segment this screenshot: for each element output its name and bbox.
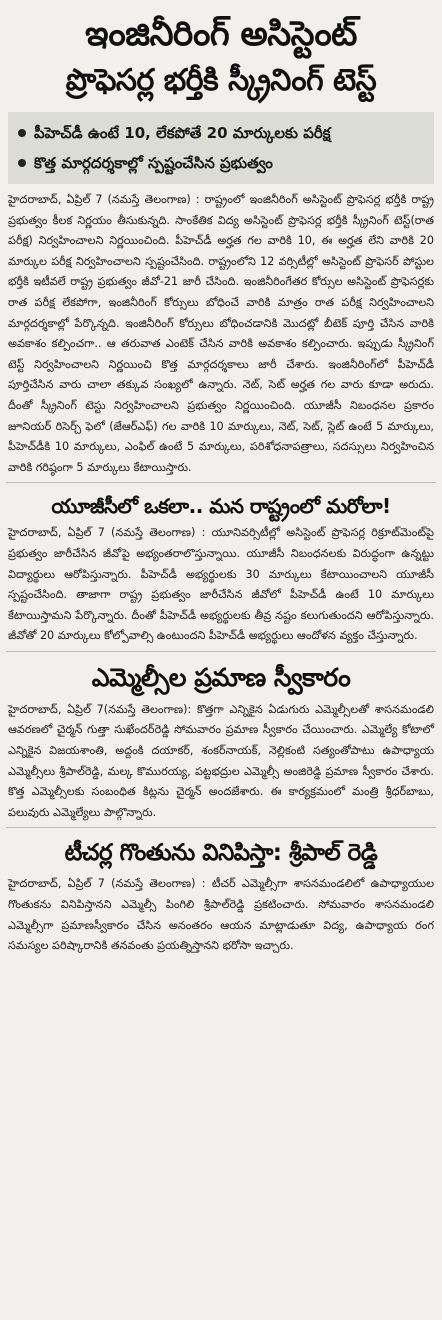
bullet-text: కొత్త మార్గదర్శకాల్లో స్పష్టంచేసిన ప్రభుత్వం bbox=[34, 154, 273, 172]
headline-line-1: ఇంజినీరింగ్ అసిస్టెంట్ bbox=[85, 14, 357, 54]
article-body: హైదరాబాద్, ఏప్రిల్ 7 (నమస్తే తెలంగాణ) : టీచర్ ఎమ్మెల్సీగా శాసనమండలిలో ఉపాధ్యాయుల గొంతుకను వినిపిస్తానని ఎమ్మెల్సీ పింగిలి శ్రీపాల్‌రెడ్డి ప్రకటించారు. సోమవారం శాసనమండలి ఎమ్మెల్సీగా ప్రమాణస్వీకారం చేసిన అనంతరం ఆయన మాట్లాడుతూ విద్య, ఉపాధ్యాయ రంగ సమస్యల పరిష్కారానికి తనవంతు ప్రయత్నిస్తానని భరోసా ఇచ్చారు. bbox=[8, 877, 434, 953]
article-mlc-oath bbox=[6, 656, 436, 824]
article-headline: టీచర్ల గొంతును వినిపిస్తా: శ్రీపాల్ రెడ్డి bbox=[64, 840, 378, 867]
divider bbox=[6, 651, 436, 652]
article-body: హైదరాబాద్, ఏప్రిల్ 7(నమస్తే తెలంగాణ): కొత్తగా ఎన్నికైన ఏడుగురు ఎమ్మెల్సీలతో శాసనమండలి ఆవరణలో చైర్మన్ గుత్తా సుఖేందర్‌రెడ్డి సోమవారం ప్రమాణ స్వీకారం చేయించారు. ఎమ్మెల్యే కోటాలో ఎన్నికైన విజయశాంతి, అద్దంకి దయాకర్, శంకర్‌నాయక్, నెల్లికంటి సత్యంతోపాటు ఉపాధ్యాయ ఎమ్మెల్సీలు శ్రీపాల్‌రెడ్డి, మల్క కొమురయ్య, పట్టభద్రుల ఎమ్మెల్సీ అంజిరెడ్డి ప్రమాణ స్వీకారం చేశారు. కొత్త ఎమ్మెల్సీలకు సంబంధిత కిట్లను చైర్మన్ అందజేశారు. ఈ కార్యక్రమంలో మంత్రి శ్రీధర్‌బాబు, పలువురు ఎమ్మెల్యేలు పాల్గొన్నారు. bbox=[8, 702, 434, 819]
article-headline: ఎమ్మెల్సీల ప్రమాణ స్వీకారం bbox=[91, 662, 351, 692]
article-body: హైదరాబాద్, ఏప్రిల్ 7 (నమస్తే తెలంగాణ) : రాష్ట్రంలో ఇంజినీరింగ్ అసిస్టెంట్ ప్రొఫెసర్ల భర్తీకి రాష్ట్ర ప్రభుత్వం కీలక నిర్ణయం తీసుకున్నది. సాంకేతిక విద్య అసిస్టెంట్ ప్రొఫెసర్ల భర్తీకి స్క్రీనింగ్ టెస్ట్(రాత పరీక్ష) నిర్వహించాలని నిర్ణయించింది. పీహెచ్‌డీ అర్హత గల వారికి 10, ఈ అర్హత లేని వారికి 20 మార్కుల పరీక్ష నిర్వహించాలని స్పష్టంచేసింది. రాష్ట్రంలోని 12 వర్సిటీల్లో అసిస్టెంట్ ప్రొఫెసర్ పోస్టుల భర్తీకి ఇటీవలే రాష్ట్ర ప్రభుత్వం జీవో-21 జారీ చేసింది. ఇంజినీరింగేతర కోర్సుల అసిస్టెంట్ ప్రొఫెసర్లకు రాత పరీక్ష లేకపోగా, ఇంజినీరింగ్ కోర్సులు బోధించే వారికి మాత్రం రాత పరీక్ష నిర్వహించాలని మార్గదర్శకాల్లో పేర్కొన్నది. ఇంజినీరింగ్ కోర్సులు బోధించడానికి మొదట్లో బీటెక్ పూర్తి చేసిన వారికి అవకాశం కల్పించగా.. ఆ తరువాత ఎంటెక్ చేసిన వారికి అవకాశం కల్పించారు. ఇప్పుడు స్క్రీనింగ్ టెస్ట్ నిర్వహించాలని నిర్ణయించి కొత్త మార్గదర్శకాలు జారీ చేశారు. ఇంజినీరింగ్‌లో పీహెచ్‌డీ పూర్తిచేసిన వారు చాలా తక్కువ సంఖ్యలో ఉన్నారు. నెట్, సెట్ అర్హత గల వారు కూడా అరుదు. దీంతో స్క్రీనింగ్ టెస్టు నిర్వహించాలని ప్రభుత్వం నిర్ణయించింది. యూజీసీ నిబంధనల ప్రకారం జూనియర్ రిసెర్చ్ ఫెలో (జేఆర్‌ఎఫ్) గల వారికి 10 మార్కులు, నెట్, సెట్, స్లెట్ ఉంటే 5 మార్కులు, పీహెచ్‌డీకి 10 మార్కులు, ఎంఫిల్ ఉంటే 5 మార్కులు, పరిశోధనాపత్రాలు, సదస్సులు నిర్వహించిన వారికి గరిష్ఠంగా 5 మార్కులు కేటాయిస్తారు. bbox=[8, 193, 434, 474]
highlight-box bbox=[8, 112, 434, 184]
divider bbox=[6, 482, 436, 483]
bullet-item bbox=[18, 148, 424, 178]
article-headline: యూజీసీలో ఒకలా.. మన రాష్ట్రంలో మరోలా! bbox=[51, 494, 391, 519]
article-engineering-screening bbox=[6, 0, 436, 478]
article-body: హైదరాబాద్, ఏప్రిల్ 7 (నమస్తే తెలంగాణ) : యూనివర్సిటీల్లో అసిస్టెంట్ ప్రొఫెసర్ల రిక్రూట్‌మెంట్‌పై ప్రభుత్వం జారీచేసిన జీవోపై అభ్యంతరాలొస్తున్నాయి. యూజీసీ నిబంధనలకు విరుద్ధంగా ఉన్నట్టు విద్యార్థులు ఆరోపిస్తున్నారు. పీహెచ్‌డీ అభ్యర్థులకు 30 మార్కులు కేటాయించాలని యూజీసీ స్పష్టంచేసింది. తాజాగా రాష్ట్ర ప్రభుత్వం జారీచేసిన జీవోలో పీహెచ్‌డీ ఉంటే 10 మార్కులు కేటాయిస్తామని పేర్కొన్నారు. దీంతో పీహెచ్‌డీ అభ్యర్థులకు తీవ్ర నష్టం కలుగుతుందని ఆరోపిస్తున్నారు. జీవోతో 20 మార్కులు కోల్పోవాల్సి ఉంటుందని పీహెచ్‌డీ అభ్యర్థులు ఆందోళన వ్యక్తం చేస్తున్నారు. bbox=[8, 526, 434, 643]
article-ugc-difference bbox=[6, 489, 436, 647]
bullet-dot-icon bbox=[18, 129, 26, 137]
bullet-dot-icon bbox=[18, 159, 26, 167]
headline-line-2: ప్రొఫెసర్ల భర్తీకి స్క్రీనింగ్ టెస్ట్ bbox=[65, 63, 377, 98]
divider bbox=[6, 827, 436, 828]
bullet-text: పీహెచ్‌డీ ఉంటే 10, లేకపోతే 20 మార్కులకు పరీక్ష bbox=[34, 124, 331, 142]
article-sripal-reddy bbox=[6, 832, 436, 956]
bullet-item bbox=[18, 118, 424, 148]
